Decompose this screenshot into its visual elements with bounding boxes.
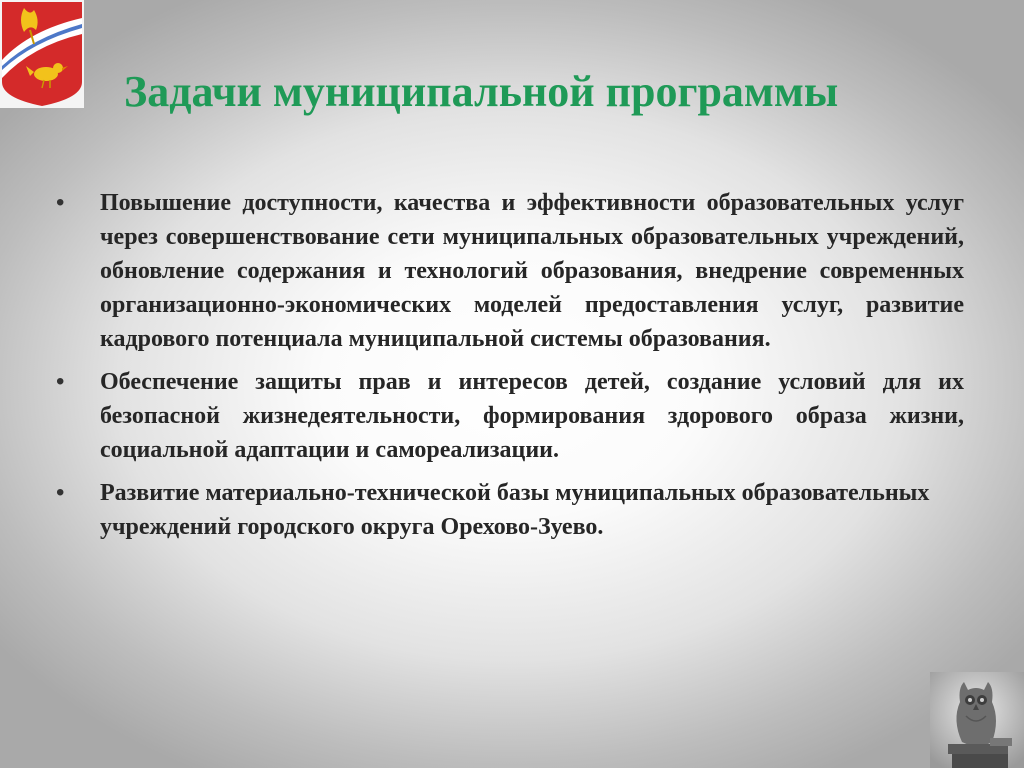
coat-of-arms-icon xyxy=(0,0,84,108)
bullet-item xyxy=(56,365,964,467)
bullet-dot-icon: • xyxy=(56,368,65,395)
bullet-text: Развитие материально-технической базы муниципальных образовательных учреждений городского округа Орехово-Зуево. xyxy=(100,480,930,540)
bullet-text: Обеспечение защиты прав и интересов детей, создание условий для их безопасной жизнедеятельности, формирования здорового образа жизни, социальной адаптации и самореализации. xyxy=(100,369,964,463)
bullet-item xyxy=(56,186,964,356)
bullet-text: Повышение доступности, качества и эффективности образовательных услуг через совершенствование сети муниципальных образовательных учреждений, обновление содержания и технологий образования, внедрение современных организационно-экономических моделей предоставления услуг, развитие кадрового потенциала муниципальной системы образования. xyxy=(100,190,964,352)
owl-statue-icon xyxy=(930,672,1024,768)
bullet-dot-icon: • xyxy=(56,189,65,216)
slide-title: Задачи муниципальной программы xyxy=(124,67,839,116)
bullet-list xyxy=(56,186,964,553)
bullet-dot-icon: • xyxy=(56,479,65,506)
bullet-item xyxy=(56,476,964,544)
